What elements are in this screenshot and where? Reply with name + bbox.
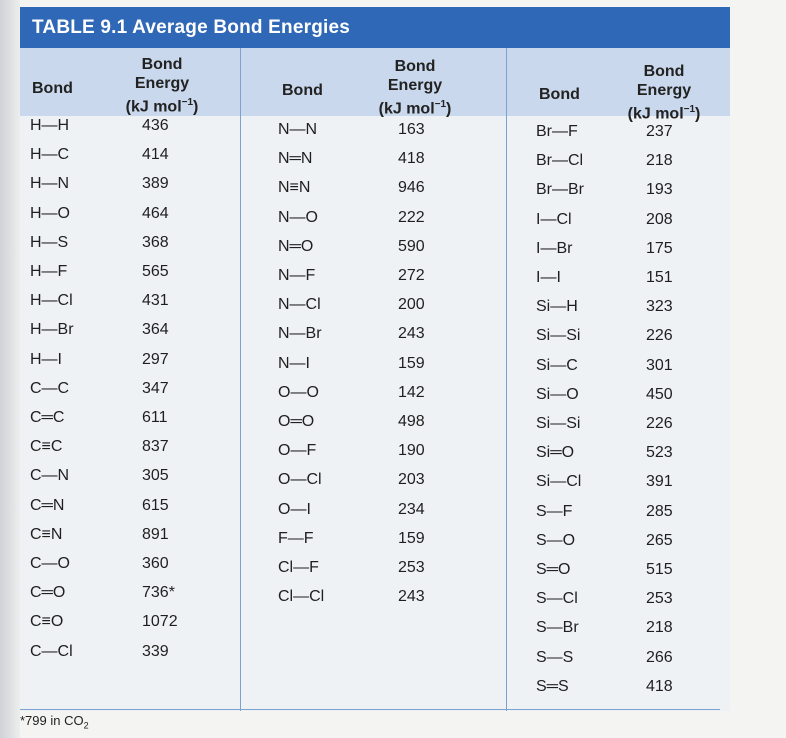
bond-cell: C≡N	[30, 525, 63, 543]
bond-energy-table	[20, 7, 730, 711]
bond-cell: Si—O	[536, 385, 579, 403]
energy-cell: 414	[142, 146, 169, 164]
energy-cell: 360	[142, 555, 169, 572]
bond-cell: O—F	[278, 442, 317, 460]
bond-cell: N═O	[278, 237, 314, 255]
bond-cell: Br—F	[536, 123, 578, 140]
energy-cell: 339	[142, 642, 169, 660]
energy-cell: 615	[142, 496, 169, 514]
bond-cell: I—Br	[536, 239, 573, 257]
energy-cell: 142	[398, 383, 425, 401]
energy-cell: 203	[398, 471, 425, 489]
bond-cell: Br—Cl	[536, 152, 584, 170]
bond-cell: S═S	[536, 677, 569, 695]
bond-cell: N—Cl	[278, 296, 321, 314]
energy-cell: 736*	[142, 584, 175, 602]
energy-cell: 234	[398, 500, 425, 518]
energy-cell: 364	[142, 321, 169, 339]
energy-cell: 266	[646, 648, 673, 666]
energy-cell: 391	[646, 473, 673, 491]
header-energy-1: Bond Energy (kJ mol$^{-1}$)	[125, 56, 199, 116]
bond-cell: H—S	[30, 233, 69, 251]
energy-cell: 253	[646, 590, 673, 608]
energy-cell: 151	[646, 269, 673, 286]
bond-cell: C—Cl	[30, 642, 73, 660]
bond-cell: C—N	[30, 467, 70, 485]
energy-cell: 837	[142, 438, 169, 456]
bond-cell: C—C	[30, 379, 70, 397]
bond-cell: H—Cl	[30, 292, 73, 310]
energy-cell: 515	[646, 561, 673, 578]
bond-cell: N—N	[278, 121, 318, 138]
energy-cell: 159	[398, 529, 425, 547]
bond-cell: Si—Si	[536, 415, 581, 432]
energy-cell: 226	[646, 415, 673, 432]
bond-cell: S—S	[536, 648, 574, 666]
bond-cell: C═O	[30, 584, 66, 602]
bond-cell: N—I	[278, 354, 310, 372]
bond-cell: Si—Si	[536, 327, 581, 345]
bond-cell: H—F	[30, 263, 68, 280]
bond-cell: Cl—Cl	[278, 588, 325, 606]
energy-cell: 565	[142, 263, 169, 280]
bond-cell: N—O	[278, 208, 318, 226]
bond-cell: Si═O	[536, 444, 575, 462]
energy-cell: 389	[142, 175, 169, 193]
energy-cell: 418	[646, 677, 673, 695]
energy-cell: 368	[142, 233, 169, 251]
bond-cell: H—I	[30, 350, 62, 368]
bond-cell: O═O	[278, 413, 315, 430]
bond-cell: N—Br	[278, 325, 322, 343]
energy-cell: 323	[646, 298, 673, 316]
energy-cell: 159	[398, 354, 425, 372]
energy-cell: 218	[646, 619, 673, 637]
energy-cell: 611	[142, 409, 168, 426]
header-bond-3: Bond	[539, 86, 580, 103]
energy-cell: 253	[398, 559, 425, 576]
bond-cell: C═C	[30, 409, 65, 426]
column-divider	[506, 48, 507, 711]
column-divider	[240, 48, 241, 711]
header-bond-1: Bond	[32, 80, 73, 97]
bond-cell: C≡C	[30, 438, 63, 456]
bond-cell: F—F	[278, 529, 314, 547]
energy-cell: 243	[398, 325, 425, 343]
energy-cell: 243	[398, 588, 425, 606]
bond-cell: I—Cl	[536, 210, 572, 228]
energy-cell: 208	[646, 210, 673, 228]
bond-cell: N≡N	[278, 179, 311, 197]
energy-cell: 523	[646, 444, 673, 462]
bond-cell: S—O	[536, 531, 576, 549]
energy-cell: 1072	[142, 613, 178, 631]
bond-cell: Cl—F	[278, 559, 319, 576]
energy-cell: 305	[142, 467, 169, 485]
energy-cell: 175	[646, 239, 673, 257]
bond-cell: C≡O	[30, 613, 64, 631]
energy-cell: 891	[142, 525, 169, 543]
energy-cell: 946	[398, 179, 425, 197]
bond-cell: Si—Cl	[536, 473, 582, 491]
energy-cell: 436	[142, 117, 169, 134]
energy-cell: 431	[142, 292, 169, 310]
bond-cell: O—O	[278, 383, 319, 401]
bond-cell: N—F	[278, 267, 316, 284]
energy-cell: 464	[142, 204, 169, 222]
bond-cell: H—O	[30, 204, 70, 222]
energy-cell: 301	[646, 356, 673, 374]
energy-cell: 297	[142, 350, 169, 368]
bond-cell: O—Cl	[278, 471, 322, 489]
footnote: *799 in $CO_2$	[20, 713, 89, 731]
bond-cell: Br—Br	[536, 181, 584, 199]
bond-cell: O—I	[278, 500, 311, 518]
energy-cell: 272	[398, 267, 425, 284]
bond-cell: C—O	[30, 555, 70, 572]
bond-cell: C═N	[30, 496, 65, 514]
header-bond-2: Bond	[282, 82, 323, 99]
header-energy-3: Bond Energy (kJ mol$^{-1}$)	[627, 63, 701, 123]
bond-cell: S—Cl	[536, 590, 578, 608]
bond-cell: H—N	[30, 175, 70, 193]
bond-cell: Si—C	[536, 356, 578, 374]
energy-cell: 418	[398, 150, 425, 168]
energy-cell: 285	[646, 502, 673, 520]
energy-cell: 218	[646, 152, 673, 170]
header-energy-2: Bond Energy (kJ mol$^{-1}$)	[378, 58, 452, 118]
energy-cell: 347	[142, 379, 169, 397]
energy-cell: 222	[398, 208, 425, 226]
bond-cell: Si—H	[536, 298, 578, 316]
bond-cell: N═N	[278, 150, 313, 168]
energy-cell: 226	[646, 327, 673, 345]
bond-cell: H—Br	[30, 321, 74, 339]
energy-cell: 200	[398, 296, 425, 314]
energy-cell: 237	[646, 123, 673, 140]
table-title: TABLE 9.1 Average Bond Energies	[20, 7, 730, 48]
energy-cell: 190	[398, 442, 425, 460]
bond-cell: H—H	[30, 117, 70, 134]
energy-cell: 193	[646, 181, 673, 199]
bond-cell: I—I	[536, 269, 561, 286]
energy-cell: 163	[398, 121, 425, 138]
energy-cell: 450	[646, 385, 673, 403]
bond-cell: S—F	[536, 502, 573, 520]
bond-cell: S—Br	[536, 619, 579, 637]
page-edge-shadow	[0, 0, 20, 738]
energy-cell: 498	[398, 413, 425, 430]
energy-cell: 265	[646, 531, 673, 549]
bond-cell: H—C	[30, 146, 70, 164]
table-bottom-rule	[20, 709, 720, 710]
energy-cell: 590	[398, 237, 425, 255]
bond-cell: S═O	[536, 561, 571, 578]
